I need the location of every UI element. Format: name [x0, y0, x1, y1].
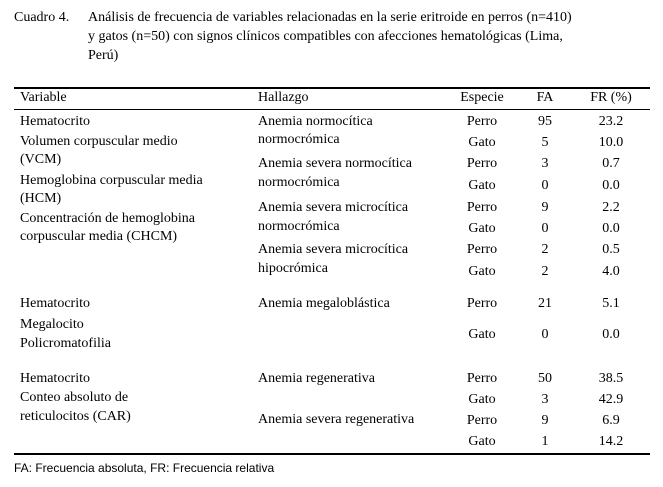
especie-cell: Gato — [468, 327, 496, 342]
fr-cell: 0.7 — [602, 156, 620, 171]
especie-cell: Gato — [468, 178, 496, 193]
especie-cell: Gato — [468, 135, 496, 150]
caption-line-3 — [14, 46, 654, 65]
fa-cell: 0 — [541, 327, 549, 342]
finding-label: Anemia severa microcítica — [258, 200, 409, 215]
fa-cell: 9 — [541, 413, 549, 428]
fa-cell: 3 — [541, 392, 549, 407]
fa-cell: 50 — [538, 371, 552, 386]
especie-cell: Gato — [468, 434, 496, 449]
caption-label: Cuadro 4. — [14, 10, 70, 25]
header-especie: Especie — [460, 90, 504, 105]
fr-cell: 42.9 — [598, 392, 624, 407]
fa-cell: 0 — [541, 178, 549, 193]
fr-cell: 6.9 — [602, 413, 620, 428]
header-hallazgo: Hallazgo — [258, 90, 309, 105]
header-variable: Variable — [20, 90, 67, 105]
variable-label: Conteo absoluto de — [20, 390, 129, 405]
fa-cell: 9 — [541, 200, 549, 215]
fa-cell: 21 — [538, 296, 552, 311]
variable-label: Megalocito — [20, 317, 84, 332]
fr-cell: 2.2 — [602, 200, 620, 215]
fa-cell: 2 — [541, 264, 549, 279]
fa-cell: 2 — [541, 242, 549, 257]
fr-cell: 0.0 — [602, 178, 620, 193]
header-fr: FR (%) — [590, 90, 632, 105]
caption-line-1 — [14, 8, 654, 27]
finding-label: Anemia severa regenerativa — [258, 412, 415, 427]
especie-cell: Perro — [466, 200, 498, 215]
fa-cell: 0 — [541, 221, 549, 236]
fr-cell: 0.0 — [602, 327, 620, 342]
especie-cell: Perro — [466, 413, 498, 428]
variable-label: Hematocrito — [20, 296, 90, 311]
variable-label: Policromatofilia — [20, 336, 111, 351]
variable-label: corpuscular media (CHCM) — [20, 229, 178, 244]
variable-label: (HCM) — [20, 191, 62, 206]
fr-cell: 14.2 — [598, 434, 624, 449]
fr-cell: 10.0 — [598, 135, 624, 150]
finding-label: hipocrómica — [258, 261, 328, 276]
especie-cell: Perro — [466, 242, 498, 257]
caption-text-3: Perú) — [88, 48, 119, 63]
table-bottom-rule — [14, 453, 650, 455]
finding-label: normocrómica — [258, 175, 340, 190]
variable-label: Volumen corpuscular medio — [20, 134, 178, 149]
fr-cell: 0.0 — [602, 221, 620, 236]
fr-cell: 38.5 — [598, 371, 624, 386]
header-rule — [14, 109, 650, 110]
variable-label: Concentración de hemoglobina — [20, 211, 195, 226]
fa-cell: 1 — [541, 434, 549, 449]
finding-label: Anemia severa microcítica — [258, 242, 409, 257]
finding-label: normocrómica — [258, 219, 340, 234]
fr-cell: 4.0 — [602, 264, 620, 279]
finding-label: Anemia severa normocítica — [258, 156, 412, 171]
variable-label: Hematocrito — [20, 114, 90, 129]
variable-label: Hemoglobina corpuscular media — [20, 173, 203, 188]
table-caption — [14, 8, 654, 65]
caption-text-1: Análisis de frecuencia de variables relacionadas en la serie eritroide en perros (n=410) — [88, 10, 572, 25]
finding-label: Anemia normocítica — [258, 114, 373, 129]
caption-text-2: y gatos (n=50) con signos clínicos compatibles con afecciones hematológicas (Lima, — [88, 29, 563, 44]
especie-cell: Gato — [468, 392, 496, 407]
especie-cell: Perro — [466, 114, 498, 129]
especie-cell: Perro — [466, 371, 498, 386]
caption-line-2 — [14, 27, 654, 46]
table-footnote: FA: Frecuencia absoluta, FR: Frecuencia relativa — [14, 461, 275, 475]
fr-cell: 0.5 — [602, 242, 620, 257]
finding-label: Anemia megaloblástica — [258, 296, 390, 311]
especie-cell: Gato — [468, 264, 496, 279]
variable-label: reticulocitos (CAR) — [20, 409, 131, 424]
especie-cell: Perro — [466, 156, 498, 171]
variable-label: Hematocrito — [20, 371, 90, 386]
fr-cell: 5.1 — [602, 296, 620, 311]
finding-label: Anemia regenerativa — [258, 371, 375, 386]
especie-cell: Perro — [466, 296, 498, 311]
fa-cell: 95 — [538, 114, 552, 129]
especie-cell: Gato — [468, 221, 496, 236]
fr-cell: 23.2 — [598, 114, 624, 129]
header-fa: FA — [536, 90, 554, 105]
fa-cell: 5 — [541, 135, 549, 150]
fa-cell: 3 — [541, 156, 549, 171]
variable-label: (VCM) — [20, 152, 62, 167]
finding-label: normocrómica — [258, 132, 340, 147]
